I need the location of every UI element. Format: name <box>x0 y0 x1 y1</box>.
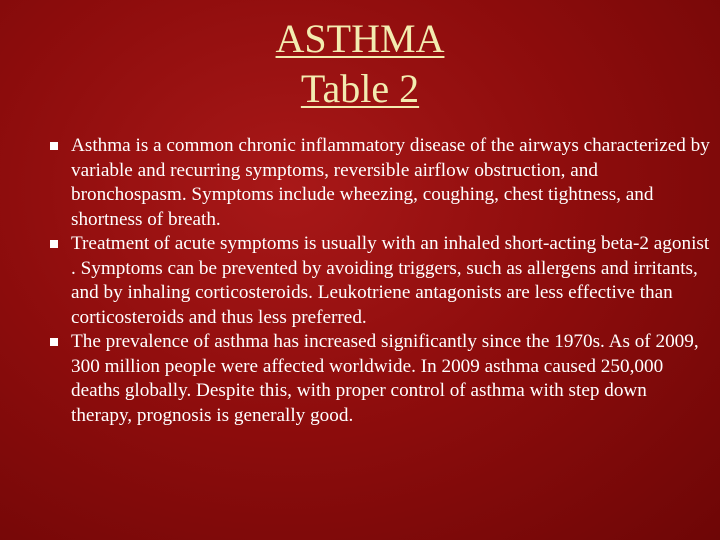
bullet-text: Treatment of acute symptoms is usually with an inhaled short-acting beta-2 agonist . Symptoms can be prevented by avoiding triggers, such as allergens and irritants, and by inhaling corticosteroids. Leukotriene antagonists are less effective than corticosteroids and thus less preferred. <box>71 233 710 328</box>
bullet-list <box>50 134 710 428</box>
title-line-1: ASTHMA <box>275 16 445 61</box>
bullet-text: The prevalence of asthma has increased significantly since the 1970s. As of 2009, 300 million people were affected worldwide. In 2009 asthma caused 250,000 deaths globally. Despite this, with proper control of asthma with step down therapy, prognosis is generally good. <box>71 331 699 426</box>
bullet-item <box>50 330 710 428</box>
square-bullet-icon <box>50 240 58 248</box>
bullet-item <box>50 232 710 330</box>
bullet-text: is a common chronic inflammatory disease of the airways characterized by variable and recurring symptoms, reversible airflow obstruction, and bronchospasm. Symptoms include wheezing, coughing, chest tightness, and shortness of breath. <box>71 135 710 230</box>
square-bullet-icon <box>50 338 58 346</box>
bullet-lead: Asthma <box>71 135 131 156</box>
title-line-2: Table 2 <box>300 66 420 111</box>
square-bullet-icon <box>50 142 58 150</box>
bullet-item <box>50 134 710 232</box>
slide-title <box>0 14 720 114</box>
